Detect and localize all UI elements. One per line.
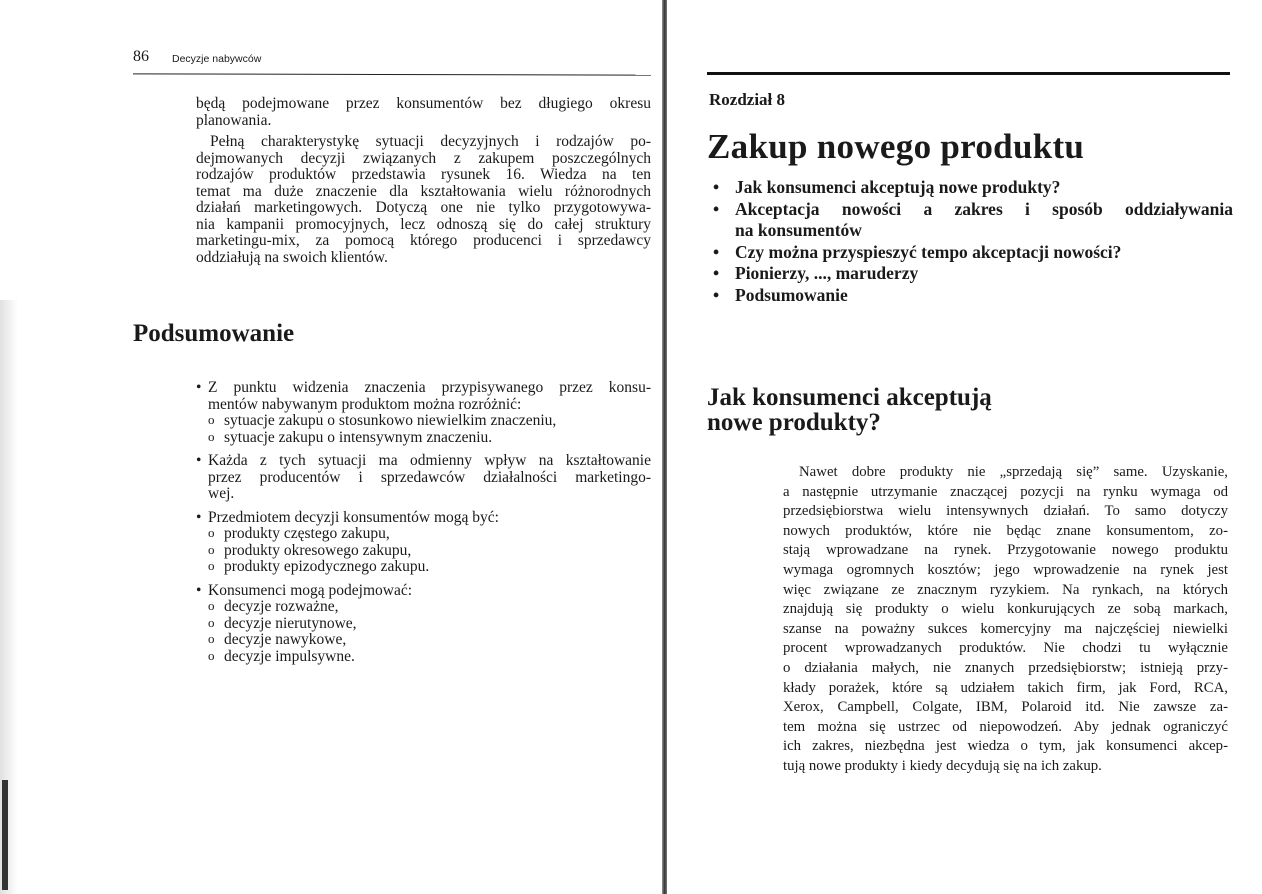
summary-subitem [208, 649, 651, 666]
text-line: dejmowanych decyzji związanych z zakupem poszczególnych [196, 149, 651, 167]
text-line: produkty częstego zakupu, [224, 525, 390, 542]
text-line: a następnie utrzymanie znaczącej pozycji na rynku wymaga od [783, 483, 1228, 500]
summary-item [196, 380, 651, 446]
chapter-rule [707, 72, 1230, 75]
text-line: sytuacje zakupu o intensywnym znaczeniu. [224, 428, 493, 446]
circle-bullet-icon: o [208, 598, 215, 613]
summary-subitem [208, 413, 651, 430]
circle-bullet-icon: o [208, 647, 215, 663]
text-line: wymaga ogromnych kosztów; jego wprowadzenie na rynek jest [783, 561, 1228, 578]
contents-item-label: Akceptacja nowości a zakres i sposób oddziaływania [735, 198, 1233, 219]
text-line: kłady porażek, które są udziałem takich firm, jak Ford, RCA, [783, 679, 1228, 696]
text-line: będą podejmowane przez konsumentów bez długiego okresu [196, 95, 651, 112]
summary-item [196, 453, 651, 503]
summary-subitem [208, 430, 651, 447]
contents-item-label: Jak konsumenci akceptują nowe produkty? [735, 177, 1061, 197]
text-line: przedsiębiorstwa wielu intensywnych działań. To samo dotyczy [783, 503, 1228, 520]
contents-item-label: Podsumowanie [735, 284, 848, 305]
text-line: działań marketingowych. Dotyczą one nie tylko przygotowywa- [196, 199, 651, 216]
text-line: ich zakres, niezbędna jest wiedza o tym, jak konsumenci akcep- [783, 738, 1228, 755]
text-line: wej. [208, 485, 235, 502]
text-line: Konsumenci mogą podejmować: [208, 581, 413, 599]
header-rule [133, 73, 651, 75]
section-heading [707, 385, 992, 435]
left-paragraph-2 [196, 134, 651, 266]
text-line: oddziałują na swoich klientów. [196, 248, 388, 266]
text-line: produkty epizodycznego zakupu. [224, 558, 430, 575]
text-line: o działania małych, nie znanych przedsiębiorstw; istnieją przy- [783, 659, 1228, 676]
text-line: Nawet dobre produkty nie „sprzedają się” same. Uzyskanie, [799, 464, 1228, 480]
contents-item-label: Pionierzy, ..., maruderzy [735, 263, 919, 283]
text-line: temat ma duże znaczenie dla kształtowania wielu różnorodnych [196, 182, 651, 200]
text-line: mentów nabywanym produktom można rozróżnić: [208, 395, 522, 413]
text-line: tem można się ustrzec od niepowodzeń. Aby jednak ograniczyć [783, 718, 1228, 735]
bullet-icon: • [713, 284, 720, 305]
text-line: decyzje nawykowe, [224, 631, 347, 648]
text-line: Xerox, Campbell, Colgate, IBM, Polaroid itd. Nie zawsze za- [783, 699, 1228, 716]
text-line: procent wprowadzanych produktów. Nie chodzi tu wyłącznie [783, 640, 1228, 657]
bullet-icon: • [713, 198, 720, 219]
summary-subitem [208, 559, 651, 576]
text-line: rodzajów produktów przedstawia rysunek 16. Wiedza na ten [196, 166, 651, 183]
scan-edge-mark [2, 780, 8, 890]
text-line: marketingu-mix, za pomocą którego producenci i sprzedawcy [196, 232, 651, 249]
text-line: Z punktu widzenia znaczenia przypisywanego przez konsu- [208, 379, 651, 396]
section-heading-line: nowe produkty? [707, 409, 881, 436]
contents-item-label: Czy można przyspieszyć tempo akceptacji nowości? [735, 241, 1122, 262]
contents-item-label: na konsumentów [735, 220, 862, 240]
text-line: więc związane ze znacznym ryzykiem. Na rynkach, na których [783, 581, 1228, 598]
text-line: nia kampanii promocyjnych, lecz odnoszą się do całej struktury [196, 215, 651, 233]
text-line: planowania. [196, 111, 272, 129]
section-heading-line: Jak konsumenci akceptują [707, 384, 992, 411]
summary-item [196, 583, 651, 666]
contents-item [713, 242, 1233, 264]
bullet-icon: • [713, 241, 720, 262]
contents-item [713, 220, 1233, 242]
chapter-title: Zakup nowego produktu [707, 127, 1085, 166]
bullet-icon: • [713, 177, 720, 197]
bullet-icon: • [713, 263, 720, 283]
text-line: Każda z tych sytuacji ma odmienny wpływ na kształtowanie [208, 452, 651, 469]
book-gutter [662, 0, 667, 894]
circle-bullet-icon: o [208, 428, 215, 444]
text-line: decyzje rozważne, [224, 598, 339, 615]
text-line: szanse na poważny sukces komercyjny ma najczęściej niewielki [783, 620, 1228, 637]
bullet-icon: • [196, 581, 202, 599]
contents-item [713, 199, 1233, 221]
contents-item [713, 177, 1233, 199]
bullet-icon: • [196, 452, 202, 469]
summary-heading: Podsumowanie [133, 320, 295, 347]
text-line: nowych produktów, które nie będąc znane konsumentom, zo- [783, 522, 1228, 539]
circle-bullet-icon: o [208, 558, 215, 573]
summary-subitem [208, 526, 651, 543]
text-line: sytuacje zakupu o stosunkowo niewielkim znaczeniu, [224, 412, 557, 429]
summary-subitem [208, 599, 651, 616]
summary-subitem [208, 543, 651, 560]
summary-list [196, 380, 651, 672]
contents-item [713, 285, 1233, 307]
circle-bullet-icon: o [208, 631, 215, 646]
text-line: przez producentów i sprzedawców działalności marketingo- [208, 468, 651, 486]
left-paragraph-1 [196, 96, 651, 129]
chapter-contents [713, 177, 1233, 306]
summary-subitem [208, 632, 651, 649]
text-line: tują nowe produkty i kiedy decydują się na ich zakup. [783, 757, 1102, 774]
text-line: produkty okresowego zakupu, [224, 541, 412, 559]
circle-bullet-icon: o [208, 525, 215, 540]
running-head: Decyzje nabywców [172, 53, 262, 65]
bullet-icon: • [196, 379, 202, 396]
circle-bullet-icon: o [208, 541, 215, 557]
summary-item [196, 510, 651, 576]
text-line: Przedmiotem decyzji konsumentów mogą być: [208, 508, 499, 526]
text-line: Pełną charakterystykę sytuacji decyzyjnych i rodzajów po- [210, 133, 651, 150]
text-line: stają wprowadzane na rynek. Przygotowanie nowego produktu [783, 542, 1228, 559]
summary-subitem [208, 616, 651, 633]
page-number: 86 [133, 48, 149, 65]
text-line: decyzje impulsywne. [224, 647, 355, 665]
bullet-icon: • [196, 508, 202, 526]
section-paragraph [783, 463, 1228, 777]
circle-bullet-icon: o [208, 412, 215, 427]
text-line: znajdują się produkty o wielu konkurujących ze sobą markach, [783, 601, 1228, 618]
circle-bullet-icon: o [208, 614, 215, 630]
chapter-label: Rozdział 8 [709, 90, 786, 109]
text-line: decyzje nierutynowe, [224, 614, 357, 632]
contents-item [713, 263, 1233, 285]
